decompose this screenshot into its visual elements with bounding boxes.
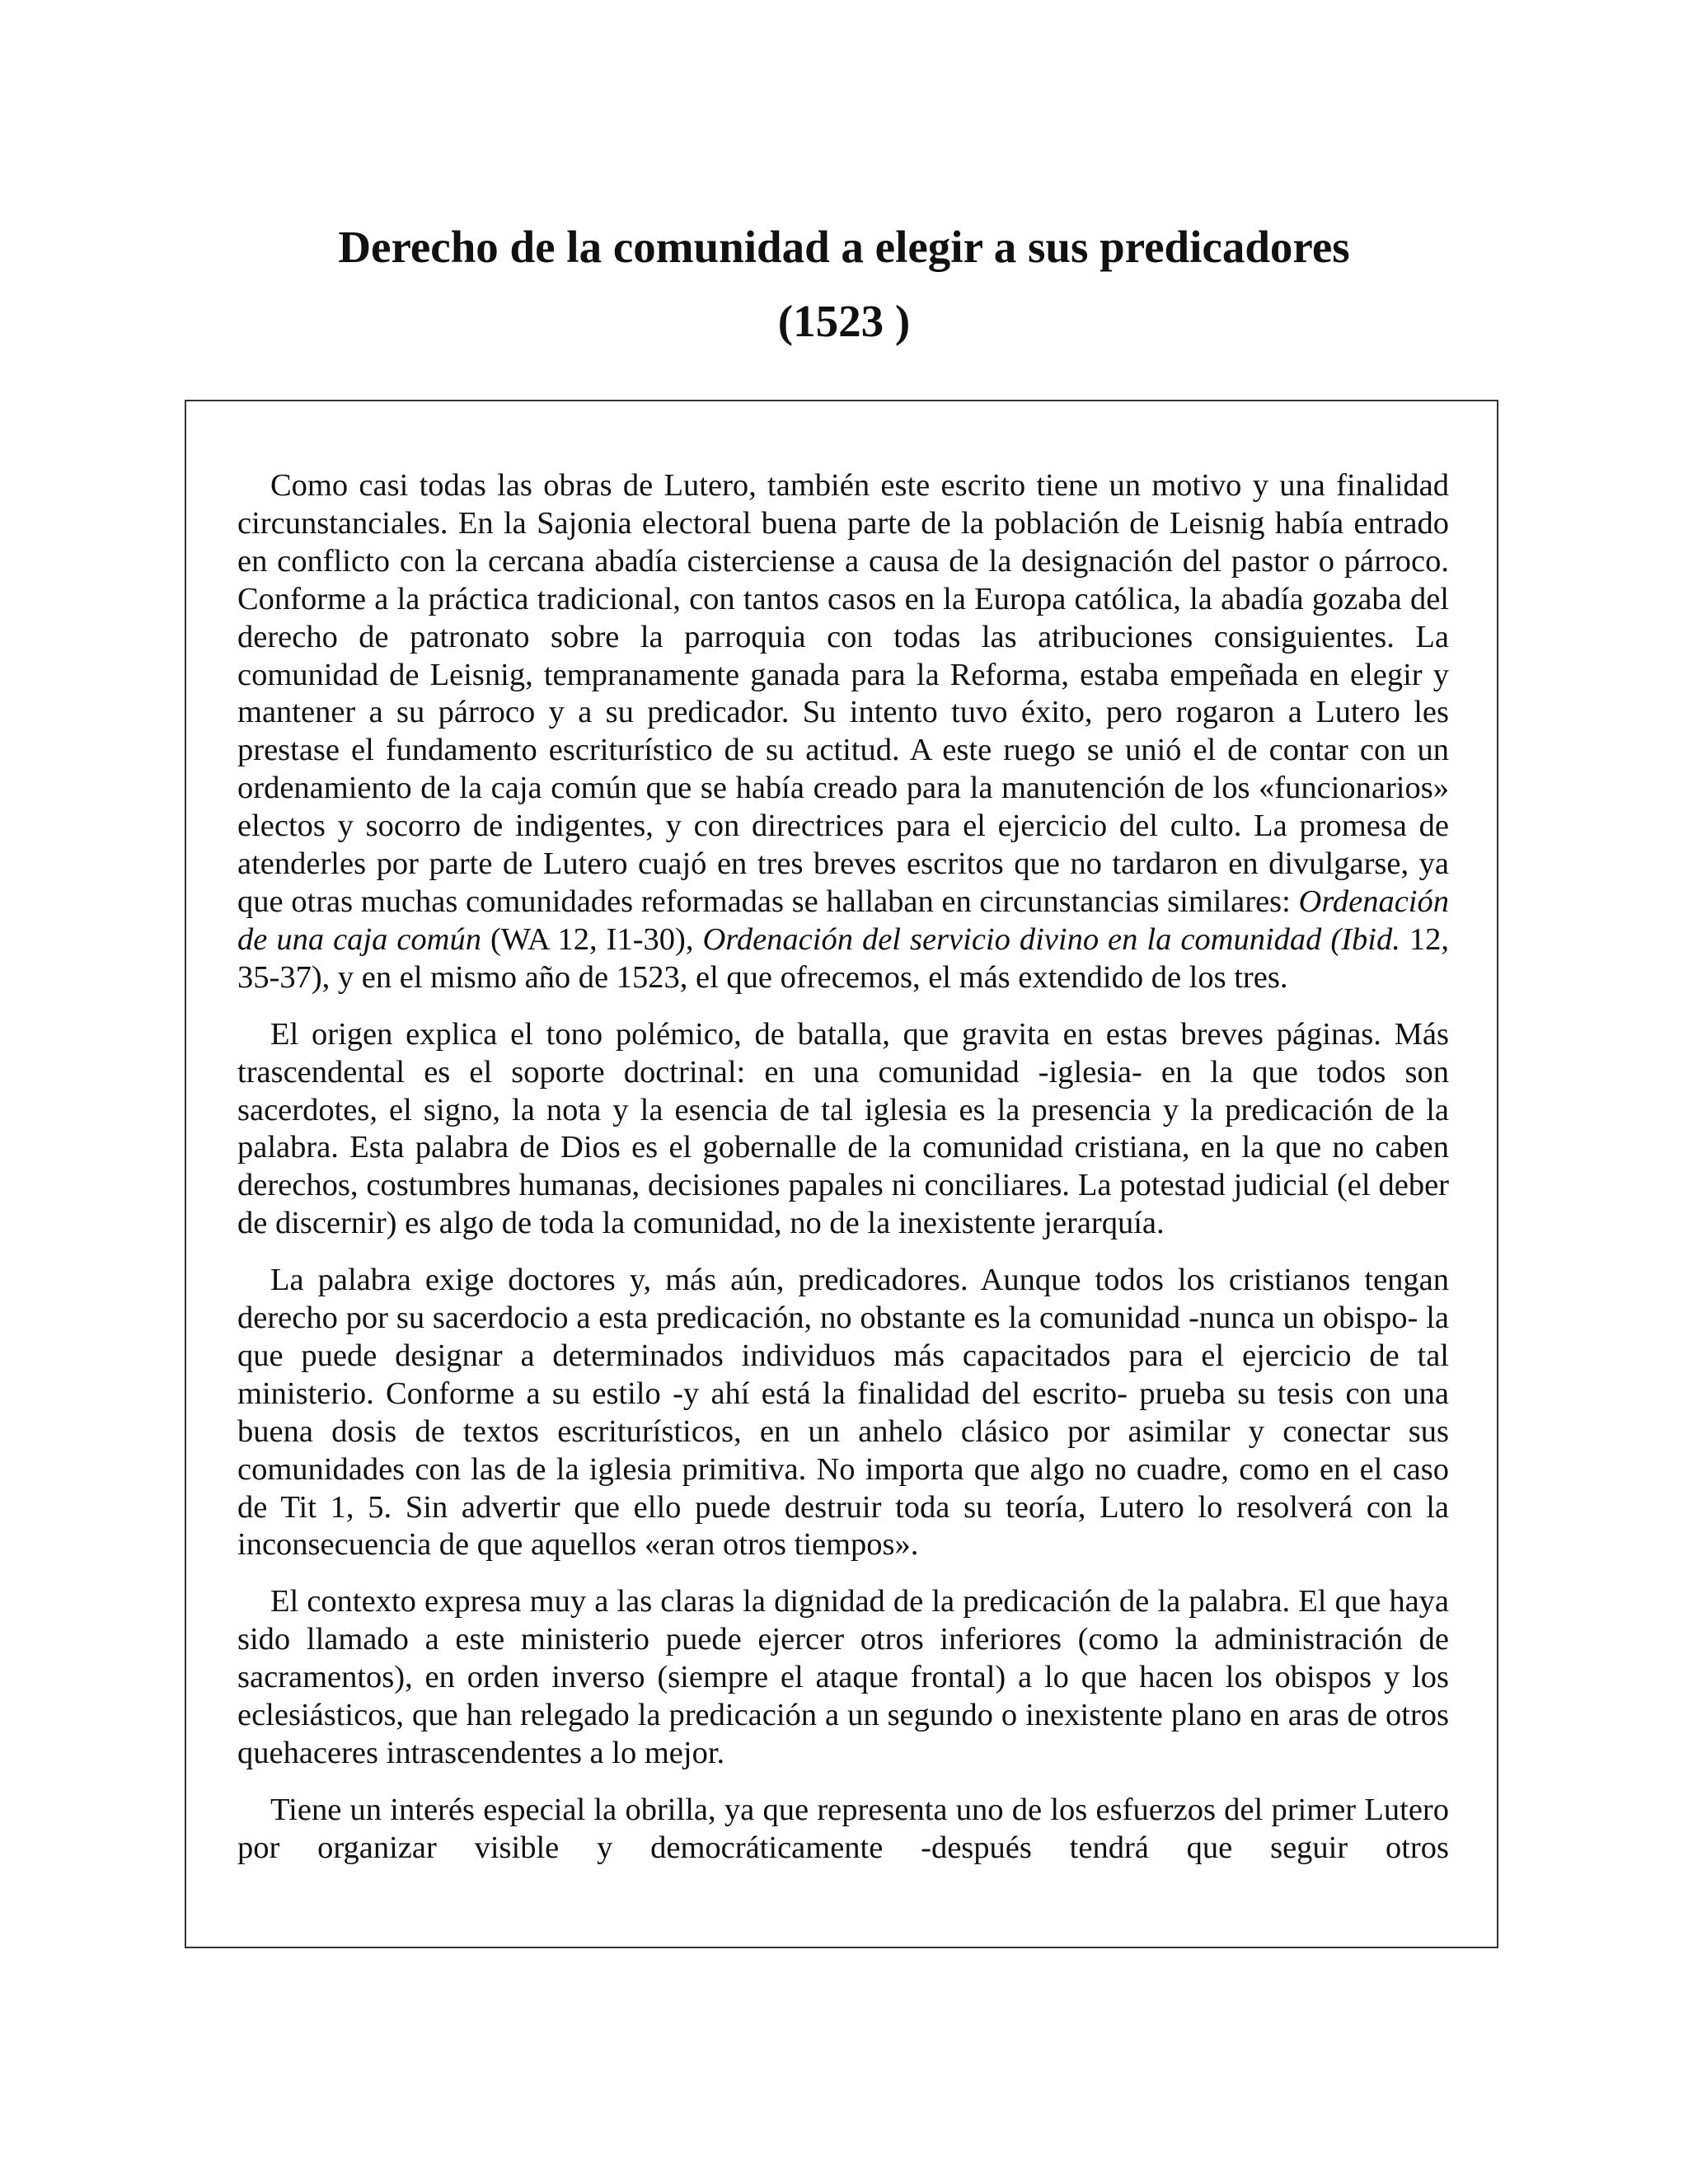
intro-paragraph-1	[237, 467, 1449, 997]
intro-paragraph-1-text-c: 12, 35-37), y en el mismo año de 1523, el que ofrecemos, el más extendido de los tres.	[237, 921, 1449, 995]
intro-paragraph-1-text-a: Como casi todas las obras de Lutero, también este escrito tiene un motivo y una finalidad circunstanciales. En la Sajonia electoral buena parte de la población de Leisnig había entrado en conflicto con la cercana abadía cisterciense a causa de la designación del pastor o párroco. Conforme a la práctica tradicional, con tantos casos en la Europa católica, la abadía gozaba del derecho de patronato sobre la parroquia con todas las atribuciones consiguientes. La comunidad de Leisnig, tempranamente ganada para la Reforma, estaba empeñada en elegir y mantener a su párroco y a su predicador. Su intento tuvo éxito, pero rogaron a Lutero les prestase el fundamento escriturístico de su actitud. A este ruego se unió el de contar con un ordenamiento de la caja común que se había creado para la manutención de los «funcionarios» electos y socorro de indigentes, y con directrices para el ejercicio del culto. La promesa de atenderles por parte de Lutero cuajó en tres breves escritos que no tardaron en divulgarse, ya que otras muchas comunidades reformadas se hallaban en circunstancias similares:	[237, 468, 1449, 919]
intro-frame	[185, 400, 1498, 1948]
intro-paragraph-5: Tiene un interés especial la obrilla, ya que representa uno de los esfuerzos del primer Lutero por organizar visible y democráticamente -después tendrá que seguir otros	[237, 1792, 1449, 1865]
intro-paragraph-1-text-b: (WA 12, I1-30),	[481, 921, 703, 957]
intro-text	[237, 467, 1449, 1868]
page-title: Derecho de la comunidad a elegir a sus predicadores	[338, 222, 1350, 272]
page-title-year: (1523 )	[777, 296, 911, 346]
intro-paragraph-2: El origen explica el tono polémico, de batalla, que gravita en estas breves páginas. Más trascendental es el soporte doctrinal: en una comunidad -iglesia- en la que todos son sacerdotes, el signo, la nota y la esencia de tal iglesia es la presencia y la predicación de la palabra. Esta palabra de Dios es el gobernalle de la comunidad cristiana, en la que no caben derechos, costumbres humanas, decisiones papales ni conciliares. La potestad judicial (el deber de discernir) es algo de toda la comunidad, no de la inexistente jerarquía.	[237, 1016, 1449, 1241]
intro-paragraph-1-italic-1: Ordenación de una caja común	[237, 883, 1449, 957]
intro-paragraph-1-italic-2: Ordenación del servicio divino en la comunidad (Ibid.	[702, 921, 1400, 957]
intro-paragraph-4: El contexto expresa muy a las claras la dignidad de la predicación de la palabra. El que haya sido llamado a este ministerio puede ejercer otros inferiores (como la administración de sacramentos), en orden inverso (siempre el ataque frontal) a lo que hacen los obispos y los eclesiásticos, que han relegado la predicación a un segundo o inexistente plano en aras de otros quehaceres intrascendentes a lo mejor.	[237, 1584, 1449, 1770]
intro-paragraph-3: La palabra exige doctores y, más aún, predicadores. Aunque todos los cristianos tengan derecho por su sacerdocio a esta predicación, no obstante es la comunidad -nunca un obispo- la que puede designar a determinados individuos más capacitados para el ejercicio de tal ministerio. Conforme a su estilo -y ahí está la finalidad del escrito- prueba su tesis con una buena dosis de textos escriturísticos, en un anhelo clásico por asimilar y conectar sus comunidades con las de la iglesia primitiva. No importa que algo no cuadre, como en el caso de Tit 1, 5. Sin advertir que ello puede destruir toda su teoría, Lutero lo resolverá con la inconsecuencia de que aquellos «eran otros tiempos».	[237, 1263, 1449, 1563]
